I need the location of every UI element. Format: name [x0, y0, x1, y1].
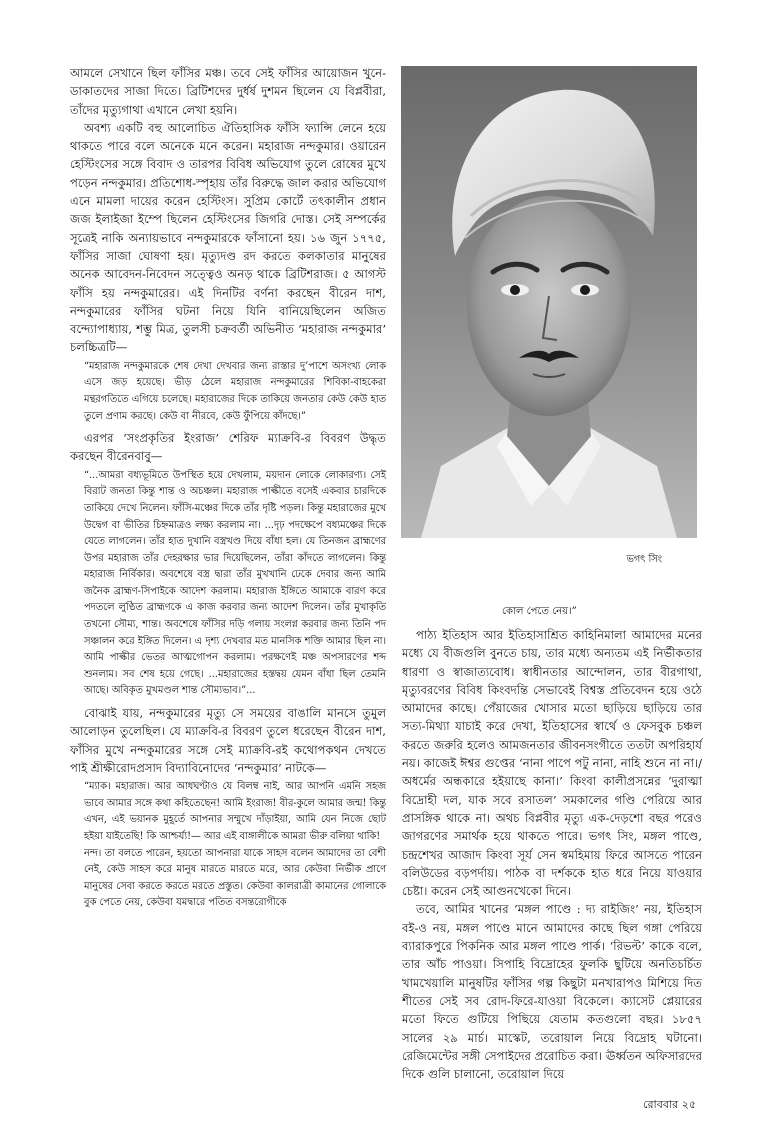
- paragraph: অবশ্য একটি বহু আলোচিত ঐতিহাসিক ফাঁসি ফ্যান্সি লেনে হয়ে থাকতে পারে বলে অনেকে মনে করেন। মহারাজ নন্দকুমার। ওয়ারেন হেস্টিংসের সঙ্গে বিবাদ ও তারপর বিবিধ অভিযোগ তুলে রোষের মুখে পড়েন নন্দকুমার। প্রতিশোধ-স্পৃহায় তাঁর বিরুদ্ধে জাল করার অভিযোগ এনে মামলা দায়ের করেন হেস্টিংস। সুপ্রিম কোর্টে তৎকালীন প্রধান জজ ইলাইজা ইম্পে ছিলেন হেস্টিংসের জিগরি দোস্ত। সেই সম্পর্কের সূত্রেই নাকি অন্যায়ভাবে নন্দকুমারকে ফাঁসানো হয়। ১৬ জুন ১৭৭৫, ফাঁসির সাজা ঘোষণা হয়। মৃত্যুদণ্ড রদ করতে কলকাতার মানুষের অনেক আবেদন-নিবেদন সত্ত্বেও অনড় থাকে ব্রিটিশরাজ। ৫ আগস্ট ফাঁসি হয় নন্দকুমারের। এই দিনটির বর্ণনা করছেন বীরেন দাশ, নন্দকুমারের ফাঁসির ঘটনা নিয়ে যিনি বানিয়েছিলেন অজিত বন্দ্যোপাধ্যায়, শম্ভু মিত্র, তুলসী চক্রবর্তী অভিনীত ‘মহারাজ নন্দকুমার’ চলচ্চিত্রটি—: [70, 120, 386, 355]
- paragraph: এরপর ‘সংপ্রকৃতির ইংরাজ’ শেরিফ ম্যাক্রবি-র বিবরণ উদ্ধৃত করছেন বীরেনবাবু—: [70, 431, 386, 464]
- portrait-photo: [401, 66, 697, 538]
- quote-text: “ম্যাক। মহারাজ। আর আধঘণ্টাও যে বিলম্ব নাই, আর আপনি এমনি সহজ ভাবে আমার সঙ্গে কথা কহিতেছেন! আমি ইংরাজ! বীর-কুলে আমার জন্ম! কিন্তু এখন, এই ভয়ানক মুহূর্তে আপনার সম্মুখে দাঁড়াইয়া, আমি যেন নিজে ছোট হইয়া যাইতেছি! কি আশ্চর্য্য!— আর এই বাঙ্গালীকে আমরা ভীরু বলিয়া থাকি!: [84, 781, 386, 842]
- quote-continuation: কোল পেতে নেয়।”: [502, 606, 577, 617]
- quote-text: নন্দ। তা বলতে পারেন, হয়তো আপনারা যাকে সাহস বলেন আমাদের তা বেশী নেই, কেউ সাহস করে মানুষ মারতে মারতে মরে, আর কেউবা নির্ভীক প্রাণে মানুষের সেবা করতে করতে মরতে প্রস্তুত। কেউবা কালরাত্রী কামানের গোলাকে বুক পেতে নেয়, কেউবা যমদ্বারে পতিত বসন্তরোগীকে: [84, 847, 386, 909]
- block-quote: [84, 359, 386, 425]
- paragraph: বোঝাই যায়, নন্দকুমারের মৃত্যু সে সময়ের বাঙালি মানসে তুমুল আলোড়ন তুলেছিল। যে ম্যাক্রবি-র বিবরণ তুলে ধরেছেন বীরেন দাশ, ফাঁসির মুখে নন্দকুমারের সঙ্গে সেই ম্যাক্রবি-রই কথোপকথন দেখতে পাই শ্রীক্ষীরোদপ্রসাদ বিদ্যাবিনোদের ‘নন্দকুমার’ নাটকে—: [70, 706, 386, 775]
- quote-text: “...আমরা বধ্যভূমিতে উপস্থিত হয়ে দেখলাম, ময়দান লোকে লোকারণ্য। সেই বিরাট জনতা কিন্তু শান্ত ও অচঞ্চল। মহারাজ পাল্কীতে বসেই একবার চারদিকে তাকিয়ে দেখে নিলেন। ফাঁসি-মঞ্চের দিকে তাঁর দৃষ্টি পড়ল। কিন্তু মহারাজের মুখে উদ্বেগ বা ভীতির চিহ্নমাত্রও লক্ষ্য করলাম না। ...দৃঢ় পদক্ষেপে বধ্যমঞ্চের দিকে যেতে লাগলেন। তাঁর হাত দুখানি বস্ত্রখণ্ড দিয়ে বাঁধা হল। যে তিনজন ব্রাহ্মণের উপর মহারাজ তাঁর দেহরক্ষার ভার দিয়েছিলেন, তাঁরা কাঁদতে লাগলেন। কিন্তু মহারাজ নির্বিকার। অবশেষে বস্ত্র দ্বারা তাঁর মুখখানি ঢেকে দেবার জন্য আমি জনৈক ব্রাহ্মণ-সিপাইকে আদেশ করলাম। মহারাজ ইঙ্গিতে আমাকে বারণ করে পদতলে লুণ্ঠিত ব্রাহ্মণকে এ কাজ করবার জন্য আদেশ দিলেন। তাঁর মুখাকৃতি তখনো সৌম্য, শান্ত। অবশেষে ফাঁসির দড়ি গলায় সংলগ্ন করবার জন্য তিনি পদ সঞ্চালন করে ইঙ্গিত দিলেন। এ দৃশ্য দেখবার মত মানসিক শক্তি আমার ছিল না। আমি পাল্কীর ভেতর আত্মগোপন করলাম। পরক্ষণেই মঞ্চ অপসারণের শব্দ শুনলাম। সব শেষ হয়ে গেছে। ...মহারাজের হস্তদ্বয় যেমন বাঁধা ছিল তেমনি আছে। অবিকৃত মুখমণ্ডল শান্ত সৌম্যভাব।”...: [84, 469, 386, 697]
- left-column: [70, 64, 386, 916]
- paragraph: তবে, আমির খানের ‘মঙ্গল পাণ্ডে : দ্য রাইজিং’ নয়, ইতিহাস বই-ও নয়, মঙ্গল পাণ্ডে মানে আমাদের কাছে ছিল গঙ্গা পেরিয়ে ব্যারাকপুরে পিকনিক আর মঙ্গল পাণ্ডে পার্ক। ‘রিভল্ট’ কাকে বলে, তার আঁচ পাওয়া। সিপাহি বিদ্রোহের ফুলকি ছুটিয়ে অনতিচর্চিত খামখেয়ালি মানুষটির ফাঁসির গল্প কিছুটা মনখারাপও মিশিয়ে দিত শীতের সেই সব রোদ-ফিরে-যাওয়া বিকেলে। ক্যাসেট প্লেয়ারের মতো ফিতে গুটিয়ে পিছিয়ে যেতাম কতগুলো বছর। ১৮৫৭ সালের ২৯ মার্চ। মাস্কেট, তরোয়াল নিয়ে বিদ্রোহ ঘটানো। রেজিমেন্টের সঙ্গী সেপাইদের প্ররোচিত করা। ঊর্ধ্বতন অফিসারদের দিকে গুলি চালানো, তরোয়াল দিয়ে: [402, 902, 702, 1082]
- page-footer: রোববার ২৫: [643, 1098, 696, 1111]
- quote-text: “মহারাজ নন্দকুমারকে শেষ দেখা দেখবার জন্য রাস্তার দু’পাশে অসংখ্য লোক এসে জড় হয়েছে। ভীড় ঠেলে মহারাজ নন্দকুমারের শিবিকা-বাহকেরা মন্থরগতিতে এগিয়ে চলেছে। মহারাজের দিকে তাকিয়ে জনতার কেউ কেউ হাত তুলে প্রণাম করছে। কেউ বা নীরবে, কেউ ফুঁপিয়ে কাঁদছে।”: [84, 360, 386, 422]
- right-column: [402, 604, 702, 1083]
- block-quote: [84, 468, 386, 700]
- paragraph: আমলে সেখানে ছিল ফাঁসির মঞ্চ। তবে সেই ফাঁসির আয়োজন খুনে-ডাকাতদের সাজা দিতে। ব্রিটিশদের দুর্ধর্ষ দুশমন ছিলেন যে বিপ্লবীরা, তাঁদের মৃত্যুগাথা এখানে লেখা হয়নি।: [70, 66, 386, 117]
- paragraph: পাঠ্য ইতিহাস আর ইতিহাসাশ্রিত কাহিনিমালা আমাদের মনের মধ্যে যে বীজগুলি বুনতে চায়, তার মধ্যে অন্যতম এই নির্ভীকতার ধারণা ও স্বাজাত্যবোধ। স্বাধীনতার আন্দোলন, তার বীরগাথা, মৃত্যুবরণের বিবিধ কিংবদন্তি সেভাবেই বিশ্বস্ত প্রতিবেদন হয়ে ওঠে আমাদের কাছে। পেঁয়াজের খোসার মতো ছাড়িয়ে ছাড়িয়ে তার সত্য-মিথ্যা যাচাই করে দেখা, ইতিহাসের স্বার্থে ও ফেসবুক চঞ্চল করতে জরুরি হলেও আমজনতার জীবনসংগীতে ততটা অপরিহার্য নয়। কাজেই ঈশ্বর গুপ্তের ‘নানা পাপে পটু নানা, নাহি শুনে না না।/ অধর্মের অন্ধকারে হইয়াছে কানা।’ কিংবা কালীপ্রসন্নের ‘দুরাত্মা বিদ্রোহী দল, যাক সবে রসাতল’ সমকালের গণ্ডি পেরিয়ে আর প্রাসঙ্গিক থাকে না। অথচ বিপ্লবীর মৃত্যু এক-দেড়শো বছর পরেও জাগরণের সমার্থক হয়ে থাকতে পারে। ভগৎ সিং, মঙ্গল পাণ্ডে, চন্দ্রশেখর আজাদ কিংবা সূর্য সেন স্বমহিমায় ফিরে আসতে পারেন বলিউডের বড়পর্দায়। পাঠক বা দর্শককে হাত ধরে নিয়ে যাওয়ার চেষ্টা। করেন সেই আগুনখেকো দিনে।: [402, 628, 702, 899]
- portrait-illustration: [401, 66, 697, 538]
- block-quote: [84, 779, 386, 912]
- photo-caption: ভগৎ সিং: [626, 554, 662, 565]
